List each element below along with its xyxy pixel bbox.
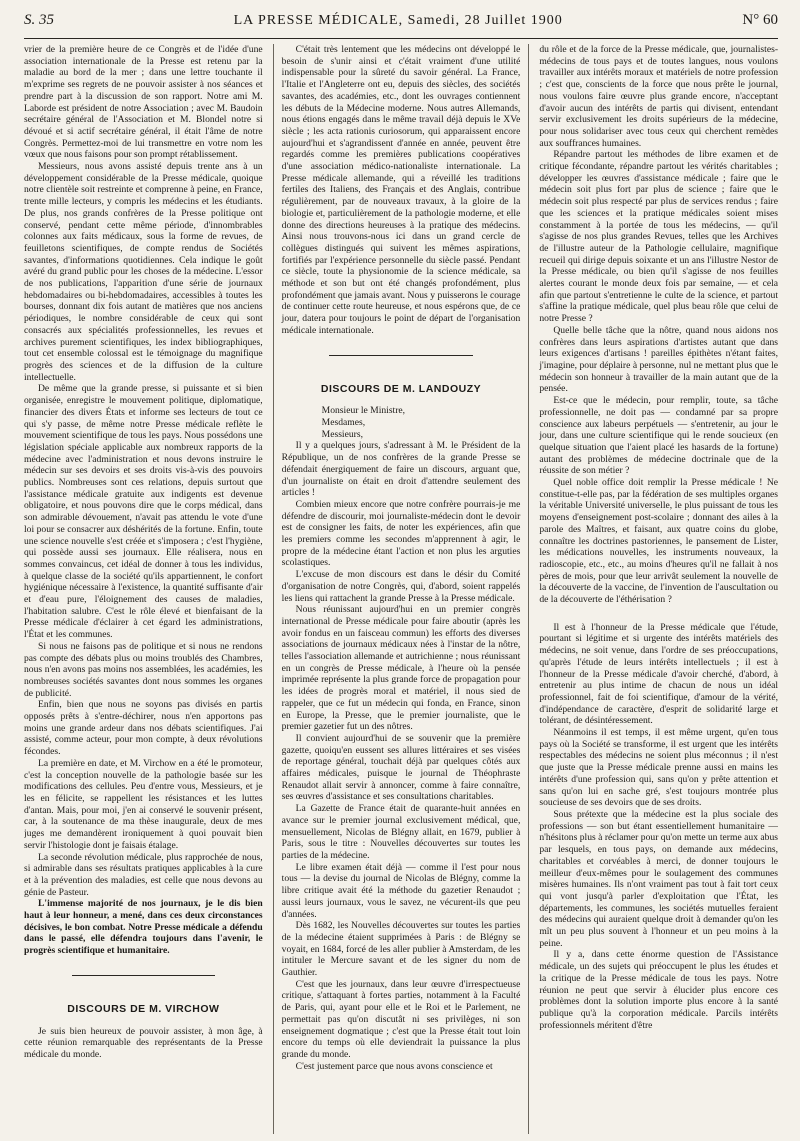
heading-discours-virchow: DISCOURS DE M. VIRCHOW [67,1002,220,1015]
salutation: Mesdames, [321,416,366,428]
paragraph: Le libre examen était déjà — comme il l'est pour nous tous — la devise du journal de Nicolas de Blégny, comme la libre critique avait été la méthode du gazetier Renaudot ; aussi leurs journaux, vous le savez, ne vécurent-ils que peu d'années. [281,861,521,920]
text-columns [24,44,778,1134]
paragraph: du rôle et de la force de la Presse médicale, que, journalistes-médecins de tous pays et de toutes langues, nous voulons travailler aux intérêts moraux et matériels de notre profession ; c'est que, conscients de la force que nous prête le journal, nous voulons faire œuvre plus grande encore, n'acceptant d'avoir aucun des intérêts de partis qui divisent, entendant servir exclusivement les droits supérieurs de la médecine, pour nous solidariser avec tous ceux qui cherchent remèdes aux souffrances humaines. [539,44,779,149]
paragraph: La première en date, et M. Virchow en a été le promoteur, c'est la conception nouvelle de la pathologie basée sur les modifications des cellules. Peu d'entre vous, Messieurs, et je les en félicite, se rappellent les résistances et les luttes d'antan. Mais, pour moi, j'en ai conservé le souvenir présent, car, à la soutenance de ma thèse inaugurale, deux de mes juges me demandèrent ironiquement à quoi pouvait bien servir l'histologie dont je faisais étalage. [24,757,263,851]
paragraph: Quelle belle tâche que la nôtre, quand nous aidons nos confrères dans leurs aspirations d'artistes autant que dans leurs exigences d'artisans ! pareilles épithètes n'étant faites, j'imagine, pour déplaire à personne, nul ne mettant plus que le médecin son honneur à travailler de la main autant que de la pensée. [539,324,779,395]
heading-discours-landouzy: DISCOURS DE M. LANDOUZY [320,382,482,395]
paragraph: Il est à l'honneur de la Presse médicale que l'étude, pourtant si légitime et si urgente des intérêts matériels des médecins, ne soit venue, dans l'ordre de ses préoccupations, qu'après l'étude de leurs intérêts intellectuels ; il est à l'honneur de la Presse médicale d'avoir cherché, d'abord, à entretenir au plus intime de chacun de nous un idéal professionnel, fait de foi scientifique, d'amour de la vérité, d'indépendance de caractère, d'esprit de solidarité large et tolérant, de désintéressement. [539,621,779,727]
paragraph: C'est que les journaux, dans leur œuvre d'irrespectueuse critique, s'attaquant à fortes parties, notamment à la Faculté de Paris, qui, ayant pour elle et le Roi et le Parlement, ne permettait pas qu'on discutât ni ses privilèges, ni son enseignement dogmatique ; c'est que la Presse était tout loin encore du temps où elle deviendrait la puissance la plus grande du monde. [281,978,521,1060]
paragraph: L'immense majorité de nos journaux, je le dis bien haut à leur honneur, a mené, dans ces deux circonstances décisives, le bon combat. Notre Presse médicale a défendu dans le passé, elle défendra toujours dans l'avenir, le progrès scientifique et humanitaire. [24,898,263,957]
paragraph: Sous prétexte que la médecine est la plus sociale des professions — son but étant essentiellement humanitaire — n'hésitons plus à réclamer pour qu'on mette un terme aux abus par lesquels, en tous pays, on demande aux médecins, charitables et corvéables à merci, de donner toujours le meilleur d'eux-mêmes pour le soulagement des communes misères humaines. Ils n'ont vraiment pas tout à fait tort ceux qui vont jusqu'à parler d'exploitation que l'État, les départements, les communes, les sociétés mutuelles feraient des médecins qui auraient quelque droit à demander qu'on les mît un peu plus souvent à l'honneur et un peu moins à la peine. [539,809,779,949]
paragraph: Il y a quelques jours, s'adressant à M. le Président de la République, un de nos confrères de la grande Presse se défendait énergiquement de faire un discours, arguant que, d'un journaliste on était en droit d'attendre seulement des articles ! [281,440,521,499]
column-left [24,44,263,1134]
column-right [539,44,778,1134]
paragraph: Si nous ne faisons pas de politique et si nous ne rendons pas compte des débats plus ou moins troublés des Chambres, nous n'en avons pas moins nos assemblées, les académies, les nombreuses sociétés savantes dont nous sommes les organes de publicité. [24,640,263,699]
paragraph: L'excuse de mon discours est dans le désir du Comité d'organisation de notre Congrès, qui, d'abord, soient rappelés les liens qui rattachent la grande Presse à la Presse médicale. [281,569,521,604]
paragraph: Répandre partout les méthodes de libre examen et de critique fécondante, répandre partout les vérités charitables ; développer les œuvres d'assistance médicale ; faire que le médecin soit plus fort par plus de science ; faire que le médecin soit plus respecté par plus de services rendus ; faire que les sciences et la pratique médicales soient mises constamment à la portée de tous les médecins, — qu'il s'agisse de nos plus grandes Revues, telles que les Archives de l'illustre auteur de la Pathologie cellulaire, magnifique recueil qui dirige depuis soixante et un ans l'illustre Nestor de la Presse médicale, ou bien qu'il s'agisse de nos feuilles alertes courant le monde deux fois par semaine, — et cela afin que partout s'entretienne le culte de la science, et partout s'affine la pratique médicale, quel plus beau rôle que celui de notre Presse ? [539,149,779,325]
paragraph: La seconde révolution médicale, plus rapprochée de nous, si admirable dans ses résultats pratiques applicables à la cure et à la prévention des maladies, est celle que nous devons au génie de Pasteur. [24,851,263,898]
masthead-title: LA PRESSE MÉDICALE, Samedi, 28 Juillet 1900 [233,13,563,28]
salutation: Messieurs, [321,428,363,440]
paragraph: C'était très lentement que les médecins ont développé le besoin de s'unir ainsi et c'était vraiment d'une utilité indispensable pour la sûreté du savoir général. La France, l'Italie et l'Angleterre ont eu, depuis des siècles, des sociétés savantes, des académies, etc., dont les ouvrages contiennent les débuts de la Médecine moderne. Nous autres Allemands, nous étions engagés dans le même travail déjà depuis le XVe siècle ; les acta rationis curiosorum, qui apparaissent encore aujourd'hui et s'agrandissent d'année en année, peuvent être regardés comme les premières publications coopératives d'une association médico-nationaliste internationale. La Presse médicale allemande, qui a réveillé les traditions fertiles des Italiens, des Français et des Anglais, contribue régulièrement, par de nouveaux travaux, à la gloire de la biologie et, particulièrement de la pathologie moderne, et elle donne des directions heureuses à la pratique des médecins. Ainsi nous trouvons-nous ici dans un grand cercle de collègues distingués qui suivent les mêmes aspirations, fortifiés par l'expérience personnelle du siècle passé. Pendant ce siècle, toute la physionomie de la science médicale, sa méthode et son but ont été changés profondément, plus profondément que jamais avant. Nous y puisserons le courage de continuer cette route heureuse, et nous espérons que, de ce jour, datera pour toujours le point de départ de l'organisation médicale internationale. [281,44,521,336]
paragraph: C'est justement parce que nous avons conscience et [295,1060,493,1072]
paragraph: Dès 1682, les Nouvelles découvertes sur toutes les parties de la médecine étaient supprimées à Paris : de Blégny se voyait, en 1684, forcé de les aller publier à Amsterdam, de les intituler le Mercure savant et de les signer du nom de Gauthier. [281,920,521,979]
section-divider [72,975,215,976]
paragraph: Enfin, bien que nous ne soyons pas divisés en partis opposés prêts à s'entre-déchirer, nous n'en apportons pas moins une grande ardeur dans nos débats scientifiques. J'ai assisté, comme acteur, pour mon compte, à deux révolutions fécondes. [24,699,263,758]
salutation: Monsieur le Ministre, [321,405,406,417]
paragraph: La Gazette de France était de quarante-huit années en avance sur le premier journal exclusivement médical, que, mensuellement, Nicolas de Blégny allait, en 1679, publier à Paris, sous le titre : Nouvelles découvertes sur toutes les parties de la médecine. [281,803,521,861]
paragraph: Est-ce que le médecin, pour remplir, toute, sa tâche professionnelle, ne doit pas — condamné par sa propre conscience aux labeurs perpétuels — s'entretenir, au jour le jour, dans une culture scientifique qui le rende soucieux (en quelque situation que l'aient placé les hasards de la fortune) autant des problèmes de médecine doctrinale que de la réussite de son métier ? [539,395,779,477]
issue-number: N° 60 [742,12,778,28]
paragraph: vrier de la première heure de ce Congrès et de l'idée d'une association internationale de la Presse est retenu par la maladie au bord de la mer ; dans une lettre touchante il m'exprime ses regrets de ne pouvoir assister à nos séances et prendre part à la discussion de son rapport. Notre ami M. Laborde est président de notre Association ; avec M. Baudoin secrétaire général de l'Association et M. Blondel notre si dévoué et si actif secrétaire général, il était l'âme de notre Congrès. Permettez-moi de lui transmettre en votre nom les vœux que nous faisons pour son prompt rétablissement. [24,44,263,161]
paragraph: Je suis bien heureux de pouvoir assister, à mon âge, à cette réunion remarquable des représentants de la Presse médicale du monde. [24,1025,263,1060]
paragraph: Combien mieux encore que notre confrère pourrais-je me défendre de discourir, moi journaliste-médecin dont le devoir est de consigner les faits, de noter les expériences, afin que les premiers comme les secondes m'apprennent à agir, le propre de la médecine étant l'action et non plus les arguties scolastiques. [281,498,521,569]
paragraph: Néanmoins il est temps, il est même urgent, qu'en tous pays où la Société se transforme, il est urgent que les intérêts respectables des médecins ne soient plus méconnus ; il n'est que juste que la Presse médicale prenne aussi en mains les intérêts d'une profession qui, sans qu'on y prête attention et sans qu'on lui en sache gré, s'est toujours montrée plus soucieuse de ses devoirs que de ses droits. [539,727,779,809]
page-folio: S. 35 [24,12,54,28]
paragraph: Il convient aujourd'hui de se souvenir que la première gazette, quoiqu'en eussent ses allures littéraires et ses visées de reportage général, touchait déjà par quelques côtés aux affaires médicales, puisque le journal de Théophraste Renaudot allait servir à annoncer, comme à faire connaître, ses œuvres d'assistance et ses consultations charitables. [281,732,521,803]
spacer [539,606,778,622]
paragraph: Il y a, dans cette énorme question de l'Assistance médicale, un des sujets qui préoccupent le plus les études et la critique de la Presse médicale de tous les pays. Notre réunion ne peut que servir à élucider plus encore ces problèmes dont la solution importe plus encore à la santé publique qu'à la corporation médicale. Parcils intérêts professionnels méritent d'être [539,949,779,1031]
paragraph: Messieurs, nous avons assisté depuis trente ans à un développement considérable de la Presse médicale, quoique notre clientèle soit restreinte et comprenne à peine, en France, trente mille lecteurs, y compris les médecins et les étudiants. De plus, nos grands confrères de la Presse politique ont conservé, pendant cette même période, d'innombrables colonnes aux faits médicaux, sous la forme de revues, de feuilletons scientifiques, de compte rendus de Sociétés savantes, d'informations quotidiennes. Cela indique le goût avéré du grand public pour les choses de la médecine. L'essor de nos publications, l'apparition d'une série de journaux hebdomadaires ou bi-hebdomadaires, accessibles à toutes les bourses, donnant dix fois autant de matières que nos anciens périodiques, le nombre considérable de ceux qui sont consacrés aux spécialités professionnelles, les revues et archives purement scientifiques, les index bibliographiques, tout cet ensemble colossal est le témoignage du magnifique progrès des sciences et de la diffusion de la culture intellectuelle. [24,161,263,383]
paragraph: Quel noble office doit remplir la Presse médicale ! Ne constitue-t-elle pas, par la fédération de ses multiples organes la véritable Université universelle, le plus puissant de tous les moyens d'enseignement post-scolaire ; donnant des ailes à la parole des Maîtres, et faisant, aux quatre coins du globe, connaître les doctrines pastoriennes, le pansement de Lister, les médications nouvelles, les instruments nouveaux, la radioscopie, etc., etc., au moins d'heures qu'il ne fallait à nos pères de mois, pour que leur arrivât seulement la nouvelle de la découverte de la vaccine, de l'invention de l'auscultation ou de la découverte de l'éthérisation ? [539,477,779,606]
paragraph: De même que la grande presse, si puissante et si bien organisée, enregistre le mouvement politique, diplomatique, financier des divers États et informe ses lecteurs de tout ce qui s'y passe, de même notre Presse médicale reflète le mouvement scientifique de tous les pays. Nous possédons une législation spéciale applicable aux nombreux rapports de la médecine avec l'administration et nous devons instruire le médecin sur ses devoirs et ses droits vis-à-vis des pouvoirs publics. Nombreuses sont ces relations, depuis surtout que l'assistance médicale gratuite aux indigents est devenue obligatoire, et nous pouvons dire que le corps médical, dans son admirable dévouement, n'avait pas attendu le vote d'une loi pour se consacrer aux déshérités de la fortune. Enfin, toute une science nouvelle s'est créée et s'imposera ; c'est l'hygiène, qui possède aussi ses journaux. Elle réalisera, nous en sommes convaincus, cet idéal de donner à tous les individus, à quelque classe de la société qu'ils appartiennent, le confort hygiénique nécessaire à l'existence, la quantité suffisante d'air et d'eau pure, l'éloignement des causes de maladies, l'habitation salubre. C'est le rôle élevé et bienfaisant de la Presse médicale d'éclairer à cet égard les administrations, l'État et les communes. [24,383,263,641]
page-header [24,12,778,39]
column-middle [273,44,530,1134]
paragraph: Nous réunissant aujourd'hui en un premier congrès international de Presse médicale pour faire aboutir (après les avoir fondus en un faisceau commun) les efforts des diverses associations de journaux médicaux nées à l'instar de la nôtre, telles l'association allemande et autrichienne ; nous réunissant en un congrès de Presse médicale, à l'heure où la pensée imprimée représente la plus grande force de propagation pour les idées de progrès moral et matériel, il nous sied de rappeler, que ce fut un médecin qui fonda, en France, sinon en Europe, la Presse, que le premier journaliste, que le premier gazetier fut un des nôtres. [281,604,521,733]
section-divider [329,355,472,356]
